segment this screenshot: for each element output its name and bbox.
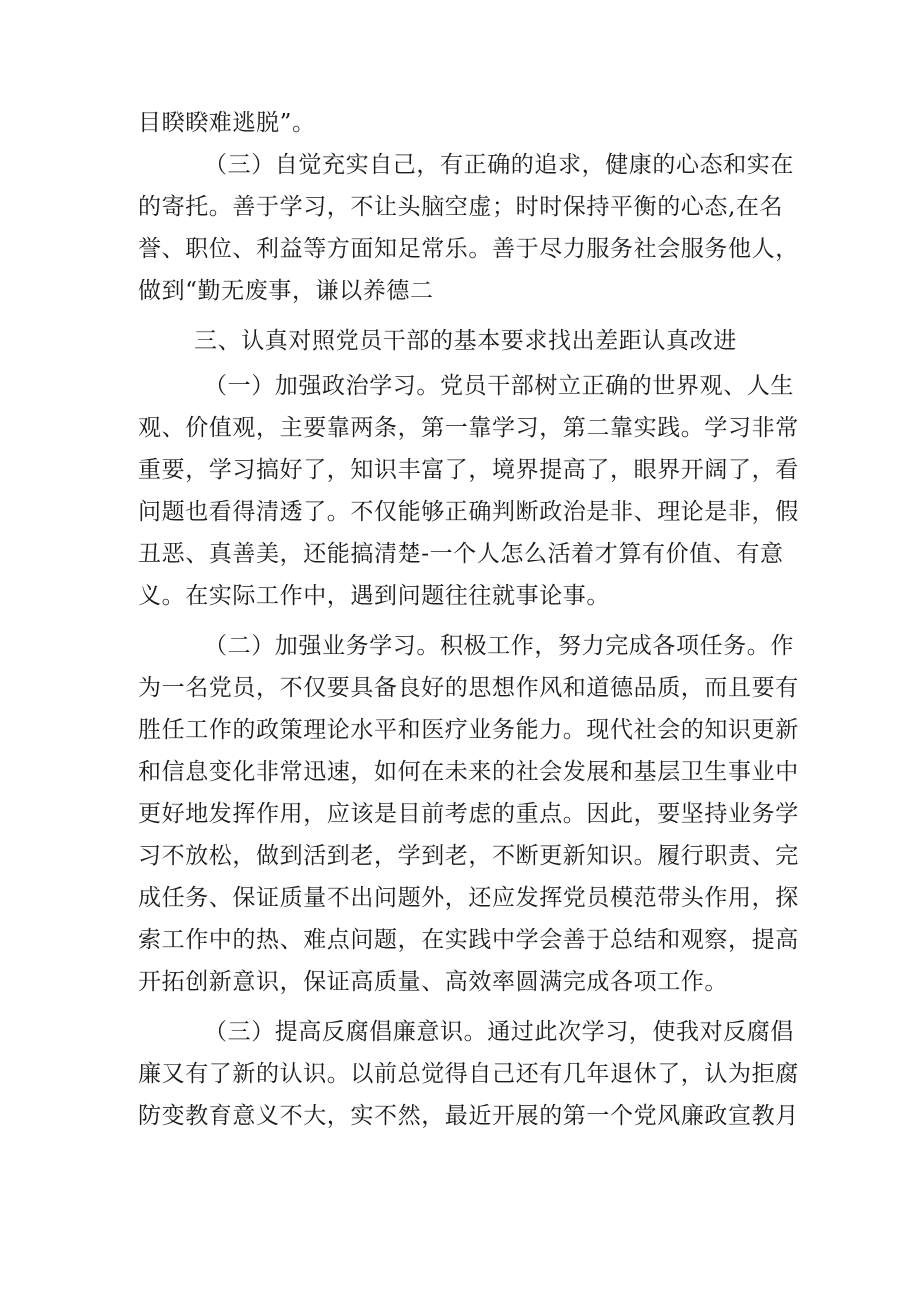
text-line: 成任务、保证质量不出问题外，还应发挥党员模范带头作用，探 — [138, 885, 799, 911]
paragraph-political-study — [138, 373, 799, 627]
text-line: 为一名党员，不仅要具备良好的思想作风和道德品质，而且要有 — [138, 675, 799, 701]
text-line: 习不放松，做到活到老，学到老，不断更新知识。履行职责、完 — [138, 843, 799, 869]
paragraph-continuation — [138, 112, 788, 154]
text-line: 义。在实际工作中，遇到问题往往就事论事。 — [138, 583, 610, 609]
paragraph-anti-corruption — [138, 1019, 799, 1147]
text-line: 问题也看得清透了。不仅能够正确判断政治是非、理论是非，假 — [138, 499, 799, 525]
section-heading — [138, 330, 788, 375]
paragraph-self-enrichment — [138, 152, 799, 322]
text-line: 重要，学习搞好了，知识丰富了，境界提高了，眼界开阔了，看 — [138, 457, 799, 483]
text-line: 索工作中的热、难点问题，在实践中学会善于总结和观察，提高 — [138, 927, 799, 953]
text-line: （三）提高反腐倡廉意识。通过此次学习，使我对反腐倡 — [204, 1019, 794, 1045]
text-line: 誉、职位、利益等方面知足常乐。善于尽力服务社会服务他人， — [138, 236, 799, 262]
text-line: 目睽睽难逃脱”。 — [138, 110, 316, 136]
text-line: 更好地发挥作用，应该是目前考虑的重点。因此，要坚持业务学 — [138, 801, 799, 827]
text-line: 的寄托。善于学习，不让头脑空虚；时时保持平衡的心态,在名 — [138, 194, 784, 220]
paragraph-business-study — [138, 633, 799, 1013]
text-line: 丑恶、真善美，还能搞清楚-一个人怎么活着才算有价值、有意 — [138, 541, 784, 567]
heading-text: 三、认真对照党员干部的基本要求找出差距认真改进 — [194, 328, 737, 354]
text-line: 开拓创新意识，保证高质量、高效率圆满完成各项工作。 — [138, 969, 728, 995]
text-line: 和信息变化非常迅速，如何在未来的社会发展和基层卫生事业中 — [138, 759, 799, 785]
text-line: 做到“勤无废事，谦以养德二 — [138, 278, 434, 304]
text-line: （二）加强业务学习。积极工作，努力完成各项任务。作 — [204, 633, 794, 659]
document-page — [138, 110, 799, 1147]
text-line: 防变教育意义不大，实不然，最近开展的第一个党风廉政宣教月 — [138, 1103, 799, 1129]
text-line: （三）自觉充实自己，有正确的追求，健康的心态和实在 — [204, 152, 794, 178]
text-line: 胜任工作的政策理论水平和医疗业务能力。现代社会的知识更新 — [138, 717, 799, 743]
text-line: 观、价值观，主要靠两条，第一靠学习，第二靠实践。学习非常 — [138, 415, 799, 441]
text-line: 廉又有了新的认识。以前总觉得自己还有几年退休了，认为拒腐 — [138, 1061, 799, 1087]
text-line: （一）加强政治学习。党员干部树立正确的世界观、人生 — [204, 373, 794, 399]
